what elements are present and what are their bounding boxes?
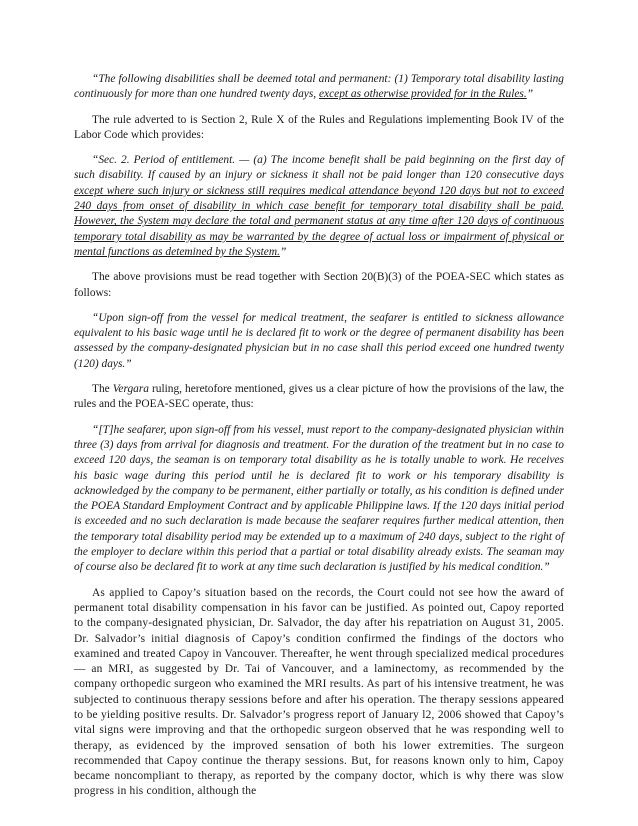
vergara-lead: The <box>92 383 113 396</box>
vergara-rest: ruling, heretofore mentioned, gives us a clear picture of how the provisions of the law, the rules and the POEA-SEC operate, thus: <box>74 383 564 411</box>
quote-section-2-close: ” <box>279 245 287 258</box>
quote-section-2 <box>74 153 564 260</box>
paragraph-vergara <box>74 382 564 413</box>
paragraph-above-provisions: The above provisions must be read together with Section 20(B)(3) of the POEA-SEC which states as follows: <box>74 271 564 299</box>
quote-poea-sec: “Upon sign-off from the vessel for medical treatment, the seafarer is entitled to sickness allowance equivalent to his basic wage until he is declared fit to work or the degree of permanent disability has been assessed by the company-designated physician but in no case shall this period exceed one hundred twenty (120) days.” <box>74 311 564 370</box>
document-page <box>74 72 564 810</box>
quote-disabilities <box>74 72 564 103</box>
quote-disabilities-close: ” <box>526 88 534 101</box>
quote-section-2-underlined: except where such injury or sickness still requires medical attendance beyond 120 days but not to exceed 240 days from onset of disability in which case benefit for temporary total disability shall be paid. However, the System may declare the total and permanent status at any time after 120 days of continuous temporary total disability as may be warranted by the degree of actual loss or impairment of physical or mental functions as detemined by the System. <box>74 184 564 258</box>
quote-vergara-ruling: “[T]he seafarer, upon sign-off from his vessel, must report to the company-designated physician within three (3) days from arrival for diagnosis and treatment. For the duration of the treatment but in no case to exceed 120 days, the seaman is on temporary total disability as he is totally unable to work. He receives his basic wage during this period until he is declared fit to work or his temporary disability is acknowledged by the company to be permanent, either partially or totally, as his condition is defined under the POEA Standard Employment Contract and by applicable Philippine laws. If the 120 days initial period is exceeded and no such declaration is made because the seafarer requires further medical attention, then the temporary total disability period may be extended up to a maximum of 240 days, subject to the right of the employer to declare within this period that a partial or total disability already exists. The seaman may of course also be declared fit to work at any time such declaration is justified by his medical condition.” <box>74 423 564 574</box>
vergara-case-name: Vergara <box>112 383 149 396</box>
quote-disabilities-text: “The following disabilities shall be deemed total and permanent: (1) Temporary total disability lasting continuously for more than one hundred twenty days, <box>74 73 564 101</box>
quote-section-2-text: “Sec. 2. Period of entitlement. — (a) The income benefit shall be paid beginning on the first day of such disability. If caused by an injury or sickness it shall not be paid longer than 120 consecutive days <box>74 154 564 182</box>
paragraph-capoy-application: As applied to Capoy’s situation based on the records, the Court could not see how the award of permanent total disability compensation in his favor can be justified. As pointed out, Capoy reported to the company-designated physician, Dr. Salvador, the day after his repatriation on August 31, 2005. Dr. Salvador’s initial diagnosis of Capoy’s condition confirmed the findings of the doctors who examined and treated Capoy in Vancouver. Thereafter, he went through specialized medical procedures — an MRI, as suggested by Dr. Tai of Vancouver, and a laminectomy, as recommended by the company orthopedic surgeon who examined the MRI results. As part of his intensive treatment, he was subjected to continuous therapy sessions before and after his operation. The therapy sessions appeared to be yielding positive results. Dr. Salvador’s progress report of January l2, 2006 showed that Capoy’s vital signs were improving and that the orthopedic surgeon observed that he was responding well to therapy, as evidenced by the improved sensation of both his lower extremities. The surgeon recommended that Capoy continue the therapy sessions. But, for reasons known only to him, Capoy became noncompliant to therapy, as reported by the company doctor, which is why there was slow progress in his condition, although the <box>74 586 564 798</box>
paragraph-rule-adverted: The rule adverted to is Section 2, Rule X of the Rules and Regulations implementing Book IV of the Labor Code which provides: <box>74 113 564 141</box>
quote-disabilities-underlined: except as otherwise provided for in the Rules. <box>318 88 527 101</box>
